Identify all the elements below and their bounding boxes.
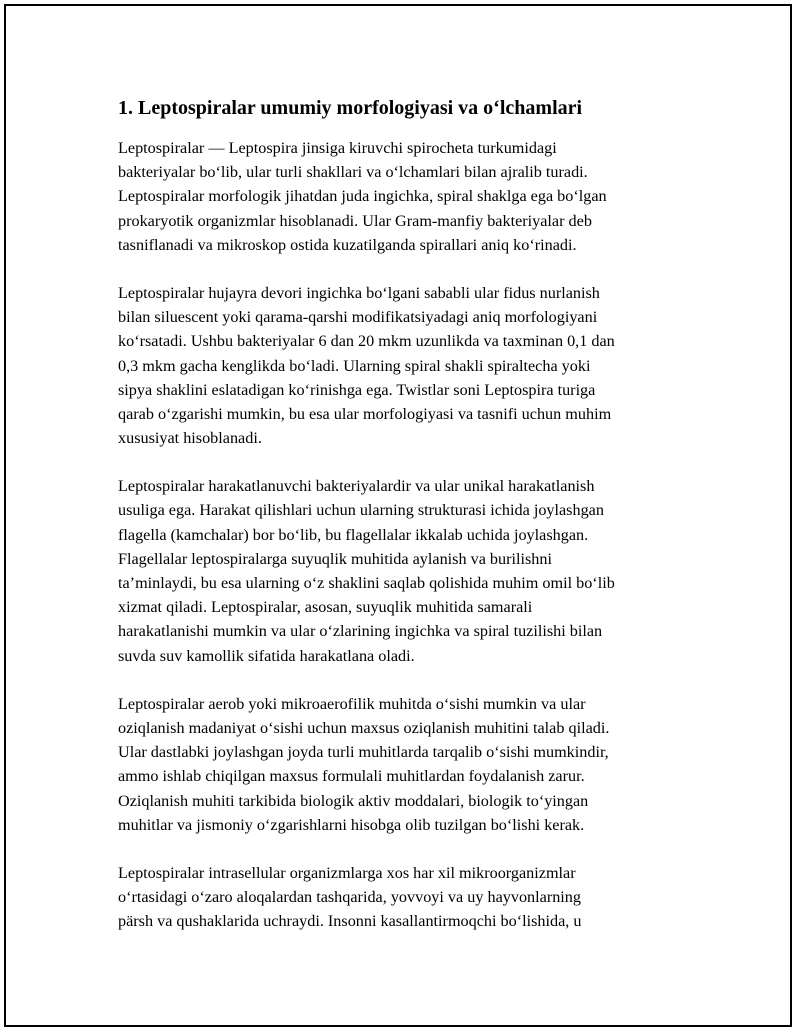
- section-heading: 1. Leptospiralar umumiy morfologiyasi va oʻlchamlari: [118, 97, 583, 119]
- text-line: oziqlanish madaniyat oʻsishi uchun maxsus oziqlanish muhitini talab qiladi.: [118, 718, 610, 737]
- text-line: xizmat qiladi. Leptospiralar, asosan, suyuqlik muhitida samarali: [118, 598, 533, 617]
- text-line: flagella (kamchalar) bor boʻlib, bu flagellalar ikkalab uchida joylashgan.: [118, 525, 589, 544]
- text-line: harakatlanishi mumkin va ular oʻzlarining ingichka va spiral tuzilishi bilan: [118, 622, 603, 641]
- text-line: Leptospiralar — Leptospira jinsiga kiruvchi spirocheta turkumidagi: [118, 139, 557, 157]
- text-line: Ular dastlabki joylashgan joyda turli muhitlarda tarqalib oʻsishi mumkindir,: [118, 743, 609, 762]
- text-line: Leptospiralar intrasellular organizmlarga xos har xil mikroorganizmlar: [118, 863, 576, 882]
- paragraph: [118, 692, 688, 837]
- text-line: sipya shaklini eslatadigan koʻrinishga ega. Twistlar soni Leptospira turiga: [118, 380, 596, 399]
- text-line: suvda suv kamollik sifatida harakatlana oladi.: [118, 646, 415, 665]
- text-line: Leptospiralar hujayra devori ingichka boʻlgani sababli ular fidus nurlanish: [118, 283, 600, 302]
- paragraph: [118, 861, 688, 934]
- text-line: tasniflanadi va mikroskop ostida kuzatilganda spirallari aniq koʻrinadi.: [118, 235, 577, 254]
- text-line: Leptospiralar harakatlanuvchi bakteriyalardir va ular unikal harakatlanish: [118, 477, 595, 496]
- text-line: pärsh va qushaklarida uchraydi. Insonni kasallantirmoqchi boʻlishida, u: [118, 912, 582, 931]
- text-line: muhitlar va jismoniy oʻzgarishlarni hisobga olib tuzilgan boʻlishi kerak.: [118, 815, 585, 834]
- text-line: oʻrtasidagi oʻzaro aloqalardan tashqarida, yovvoyi va uy hayvonlarning: [118, 888, 581, 907]
- paragraph: [118, 281, 688, 450]
- text-line: Oziqlanish muhiti tarkibida biologik aktiv moddalari, biologik toʻyingan: [118, 791, 589, 810]
- text-line: xususiyat hisoblanadi.: [118, 429, 262, 448]
- text-line: prokaryotik organizmlar hisoblanadi. Ular Gram-manfiy bakteriyalar deb: [118, 211, 592, 230]
- text-line: bakteriyalar boʻlib, ular turli shakllari va oʻlchamlari bilan ajralib turadi.: [118, 163, 588, 182]
- document-body: [118, 88, 688, 957]
- paragraph: [118, 136, 688, 257]
- text-line: 0,3 mkm gacha kenglikda boʻladi. Ularning spiral shakli spiraltecha yoki: [118, 356, 591, 375]
- text-line: qarab oʻzgarishi mumkin, bu esa ular morfologiyasi va tasnifi uchun muhim: [118, 404, 612, 423]
- text-line: ta’minlaydi, bu esa ularning oʻz shaklini saqlab qolishida muhim omil boʻlib: [118, 574, 615, 592]
- text-line: ammo ishlab chiqilgan maxsus formulali muhitlardan foydalanish zarur.: [118, 767, 585, 786]
- text-line: koʻrsatadi. Ushbu bakteriyalar 6 dan 20 mkm uzunlikda va taxminan 0,1 dan: [118, 332, 615, 351]
- text-line: usuliga ega. Harakat qilishlari uchun ularning strukturasi ichida joylashgan: [118, 501, 604, 520]
- text-line: Flagellalar leptospiralarga suyuqlik muhitida aylanish va burilishni: [118, 549, 552, 568]
- text-line: Leptospiralar morfologik jihatdan juda ingichka, spiral shaklga ega boʻlgan: [118, 187, 607, 206]
- paragraph: [118, 474, 688, 668]
- text-line: Leptospiralar aerob yoki mikroaerofilik muhitda oʻsishi mumkin va ular: [118, 694, 586, 713]
- text-line: bilan siluescent yoki qarama-qarshi modifikatsiyadagi aniq morfologiyani: [118, 308, 598, 327]
